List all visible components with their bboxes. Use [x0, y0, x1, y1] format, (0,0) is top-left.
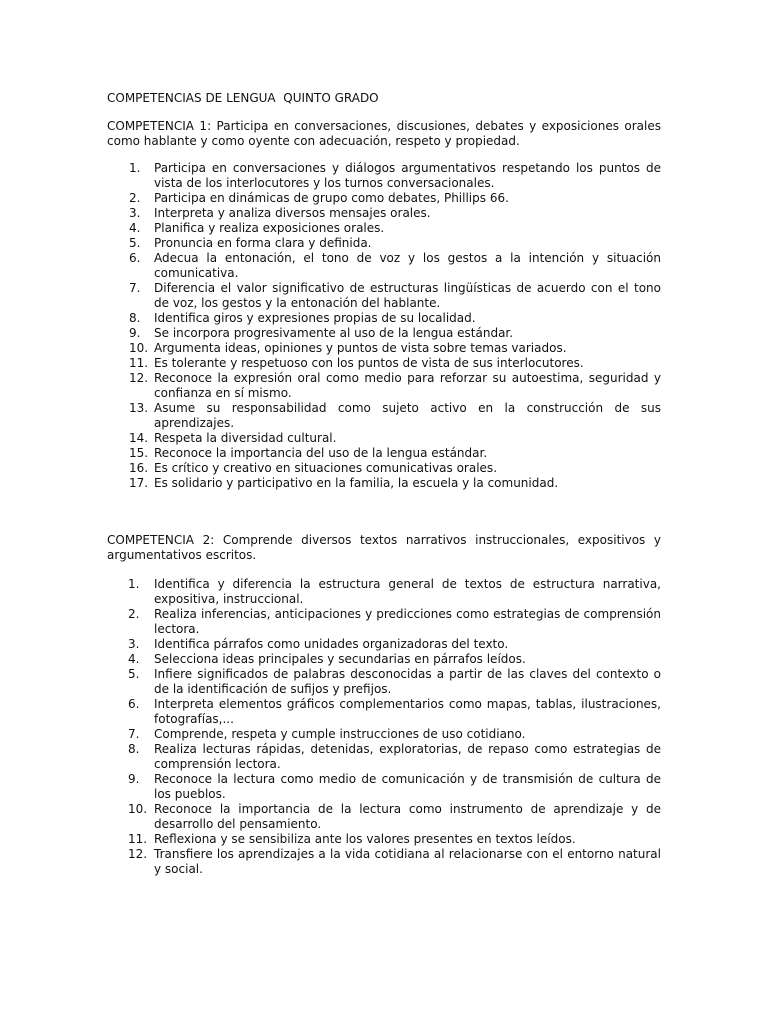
item-number: 3. [129, 206, 141, 220]
item-number: 3. [128, 637, 140, 651]
item-text: Reconoce la expresión oral como medio para reforzar su autoestima, seguridad y confianza en sí mismo. [154, 371, 661, 400]
item-number: 13. [129, 401, 149, 415]
document-title: COMPETENCIAS DE LENGUA QUINTO GRADO [107, 91, 379, 105]
list-item [107, 637, 661, 652]
item-number: 6. [128, 697, 140, 711]
item-text: Se incorpora progresivamente al uso de la lengua estándar. [154, 326, 514, 340]
item-number: 5. [128, 667, 140, 681]
item-number: 4. [128, 652, 140, 666]
list-item [107, 281, 661, 311]
item-text: Diferencia el valor significativo de estructuras lingüísticas de acuerdo con el tono de voz, los gestos y la entonación del hablante. [154, 281, 661, 310]
item-text: Planifica y realiza exposiciones orales. [154, 221, 385, 235]
list-item [107, 802, 661, 832]
list-item [107, 607, 661, 637]
list-item [107, 446, 661, 461]
item-number: 1. [128, 577, 140, 591]
competencia-1-list [107, 161, 661, 491]
item-text: Reconoce la importancia de la lectura como instrumento de aprendizaje y de desarrollo del pensamiento. [154, 802, 661, 831]
item-text: Adecua la entonación, el tono de voz y los gestos a la intención y situación comunicativa. [154, 251, 661, 280]
list-item [107, 191, 661, 206]
item-text: Reconoce la lectura como medio de comunicación y de transmisión de cultura de los pueblos. [154, 772, 661, 801]
list-item [107, 727, 661, 742]
item-text: Es solidario y participativo en la familia, la escuela y la comunidad. [154, 476, 559, 490]
item-text: Participa en dinámicas de grupo como debates, Phillips 66. [154, 191, 509, 205]
item-text: Pronuncia en forma clara y definida. [154, 236, 372, 250]
list-item [107, 251, 661, 281]
item-text: Asume su responsabilidad como sujeto activo en la construcción de sus aprendizajes. [154, 401, 661, 430]
competencia-2-intro: COMPETENCIA 2: Comprende diversos textos narrativos instruccionales, expositivos y argumentativos escritos. [107, 533, 661, 562]
item-number: 4. [129, 221, 141, 235]
item-text: Identifica y diferencia la estructura general de textos de estructura narrativa, expositiva, instruccional. [154, 577, 661, 606]
list-item [107, 371, 661, 401]
item-number: 11. [129, 356, 149, 370]
list-item [107, 577, 661, 607]
item-text: Transfiere los aprendizajes a la vida cotidiana al relacionarse con el entorno natural y social. [154, 847, 661, 876]
item-text: Reconoce la importancia del uso de la lengua estándar. [154, 446, 488, 460]
item-number: 5. [129, 236, 141, 250]
item-number: 9. [129, 326, 141, 340]
list-item [107, 697, 661, 727]
competencia-1-intro: COMPETENCIA 1: Participa en conversaciones, discusiones, debates y exposiciones orales como hablante y como oyente con adecuación, respeto y propiedad. [107, 119, 661, 148]
item-number: 2. [129, 191, 141, 205]
item-number: 16. [129, 461, 149, 475]
item-text: Comprende, respeta y cumple instrucciones de uso cotidiano. [154, 727, 526, 741]
list-item [107, 652, 661, 667]
item-text: Realiza inferencias, anticipaciones y predicciones como estrategias de comprensión lectora. [154, 607, 661, 636]
item-text: Interpreta y analiza diversos mensajes orales. [154, 206, 431, 220]
item-text: Participa en conversaciones y diálogos argumentativos respetando los puntos de vista de los interlocutores y los turnos conversacionales. [154, 161, 661, 190]
item-number: 10. [129, 341, 149, 355]
item-text: Reflexiona y se sensibiliza ante los valores presentes en textos leídos. [154, 832, 576, 846]
list-item [107, 476, 661, 491]
list-item [107, 401, 661, 431]
item-text: Identifica párrafos como unidades organizadoras del texto. [154, 637, 509, 651]
item-text: Respeta la diversidad cultural. [154, 431, 337, 445]
list-item [107, 236, 661, 251]
list-item [107, 356, 661, 371]
list-item [107, 461, 661, 476]
item-number: 7. [129, 281, 141, 295]
item-text: Infiere significados de palabras desconocidas a partir de las claves del contexto o de la identificación de sufijos y prefijos. [154, 667, 661, 696]
list-item [107, 341, 661, 356]
list-item [107, 431, 661, 446]
item-number: 17. [129, 476, 149, 490]
item-number: 9. [128, 772, 140, 786]
list-item [107, 311, 661, 326]
item-number: 8. [128, 742, 140, 756]
item-text: Identifica giros y expresiones propias de su localidad. [154, 311, 476, 325]
item-text: Es crítico y creativo en situaciones comunicativas orales. [154, 461, 498, 475]
item-number: 8. [129, 311, 141, 325]
item-number: 11. [128, 832, 148, 846]
item-text: Realiza lecturas rápidas, detenidas, exploratorias, de repaso como estrategias de comprensión lectora. [154, 742, 661, 771]
item-text: Argumenta ideas, opiniones y puntos de vista sobre temas variados. [154, 341, 567, 355]
list-item [107, 161, 661, 191]
item-text: Interpreta elementos gráficos complementarios como mapas, tablas, ilustraciones, fotografías,... [154, 697, 661, 726]
list-item [107, 847, 661, 877]
list-item [107, 742, 661, 772]
item-number: 10. [128, 802, 148, 816]
item-text: Selecciona ideas principales y secundarias en párrafos leídos. [154, 652, 526, 666]
list-item [107, 667, 661, 697]
item-number: 12. [129, 371, 149, 385]
list-item [107, 206, 661, 221]
item-number: 6. [129, 251, 141, 265]
competencia-2-list [107, 577, 661, 877]
item-text: Es tolerante y respetuoso con los puntos de vista de sus interlocutores. [154, 356, 584, 370]
item-number: 14. [129, 431, 149, 445]
item-number: 12. [128, 847, 148, 861]
item-number: 1. [129, 161, 141, 175]
list-item [107, 832, 661, 847]
list-item [107, 772, 661, 802]
list-item [107, 221, 661, 236]
item-number: 15. [129, 446, 149, 460]
item-number: 7. [128, 727, 140, 741]
item-number: 2. [128, 607, 140, 621]
list-item [107, 326, 661, 341]
